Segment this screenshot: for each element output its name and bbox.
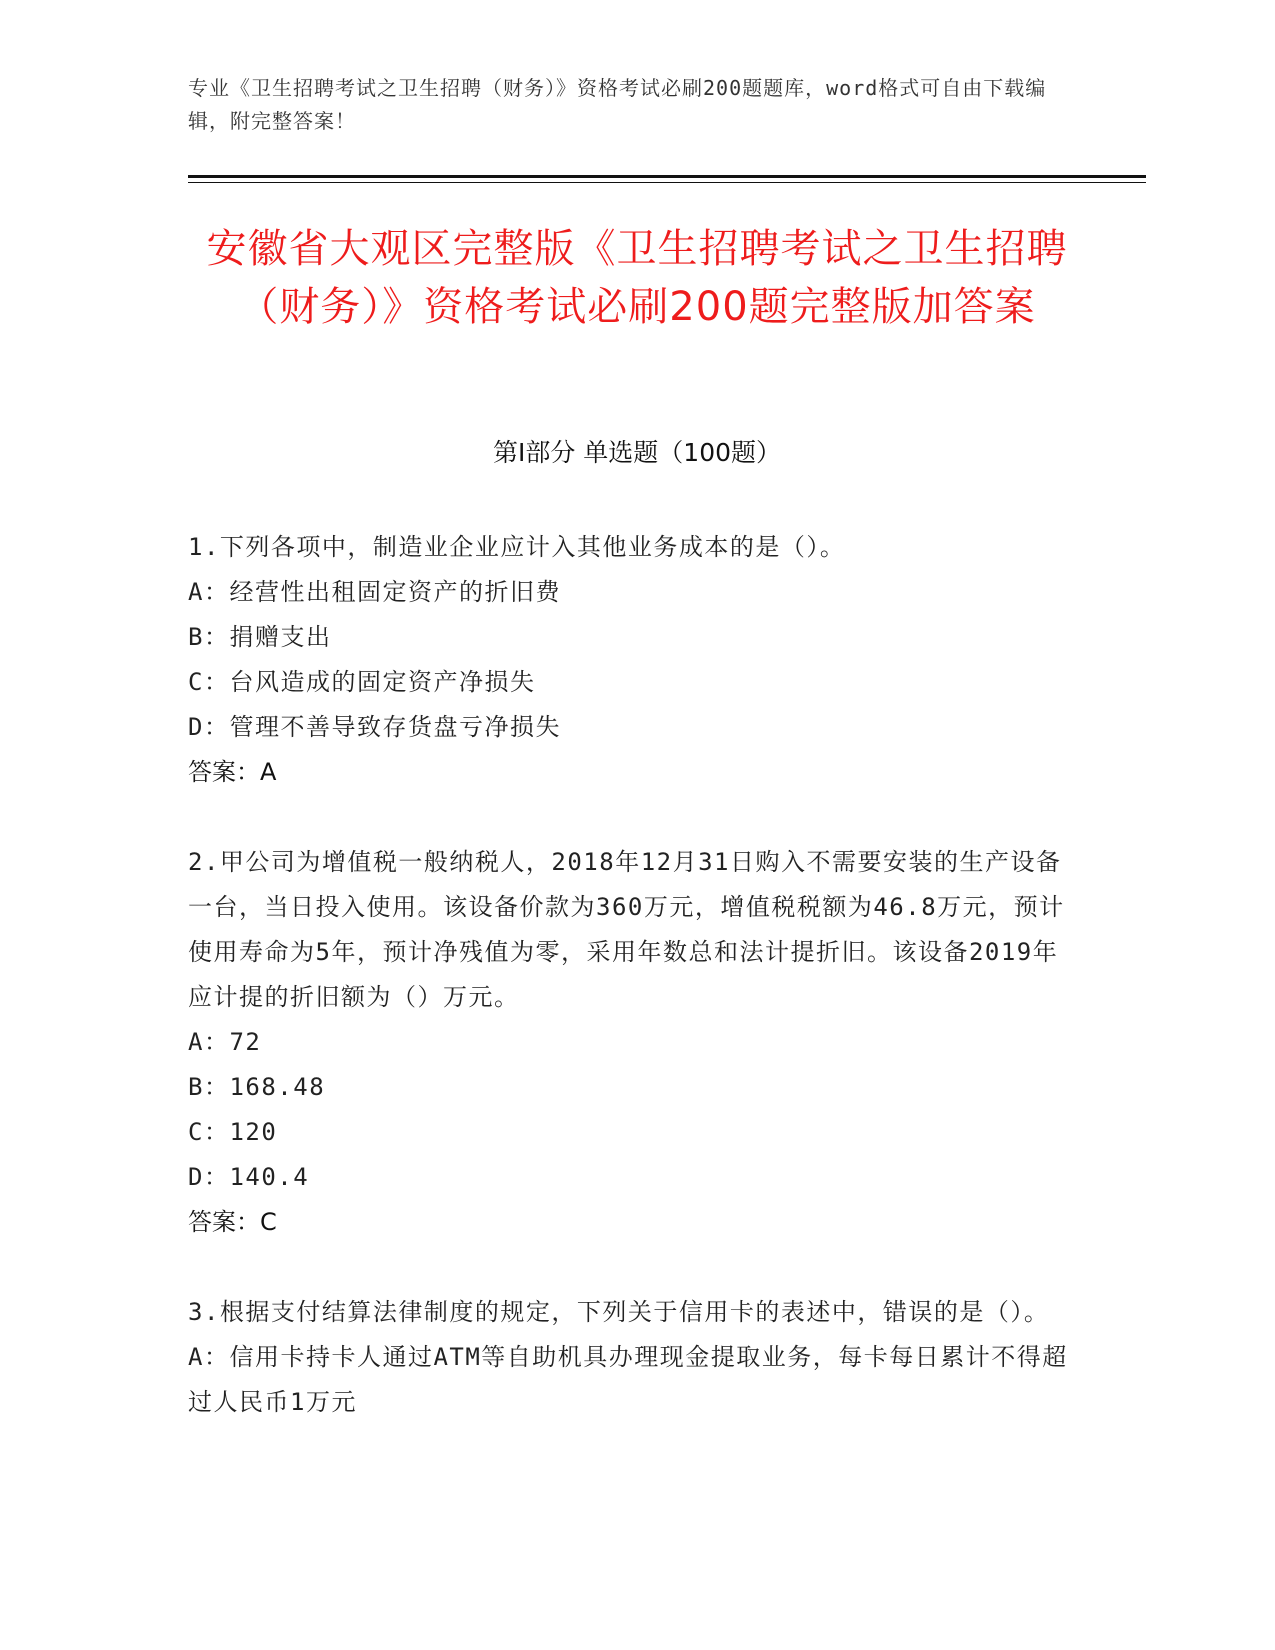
header-rule-thick <box>188 175 1146 178</box>
question-stem: 1.下列各项中，制造业企业应计入其他业务成本的是（）。 <box>188 533 846 561</box>
option-a: A：72 <box>188 1028 262 1056</box>
document-title: 安徽省大观区完整版《卫生招聘考试之卫生招聘（财务）》资格考试必刷200题完整版加答案 <box>206 226 1068 330</box>
option-a: A：信用卡持卡人通过ATM等自助机具办理现金提取业务，每卡每日累计不得超过人民币1万元 <box>188 1343 1068 1416</box>
question-list <box>188 525 1068 1470</box>
section-heading: 第Ⅰ部分 单选题（100题） <box>492 438 782 467</box>
header-rule-thin <box>188 182 1146 183</box>
answer: 答案：C <box>188 1208 277 1236</box>
option-c: C：台风造成的固定资产净损失 <box>188 668 536 696</box>
option-d: D：140.4 <box>188 1163 310 1191</box>
answer: 答案：A <box>188 758 277 786</box>
question-stem: 2.甲公司为增值税一般纳税人，2018年12月31日购入不需要安装的生产设备一台，当日投入使用。该设备价款为360万元，增值税税额为46.8万元，预计使用寿命为5年，预计净残值为零，采用年数总和法计提折旧。该设备2019年应计提的折旧额为（）万元。 <box>188 848 1065 1011</box>
option-b: B：168.48 <box>188 1073 326 1101</box>
option-a: A：经营性出租固定资产的折旧费 <box>188 578 561 606</box>
question-1 <box>188 525 1068 795</box>
option-b: B：捐赠支出 <box>188 623 332 651</box>
header-note: 专业《卫生招聘考试之卫生招聘（财务）》资格考试必刷200题题库，word格式可自由下载编辑，附完整答案！ <box>188 76 1047 133</box>
option-d: D：管理不善导致存货盘亏净损失 <box>188 713 561 741</box>
question-2 <box>188 840 1068 1245</box>
question-stem: 3.根据支付结算法律制度的规定，下列关于信用卡的表述中，错误的是（）。 <box>188 1298 1050 1326</box>
question-3 <box>188 1290 1068 1425</box>
option-c: C：120 <box>188 1118 278 1146</box>
